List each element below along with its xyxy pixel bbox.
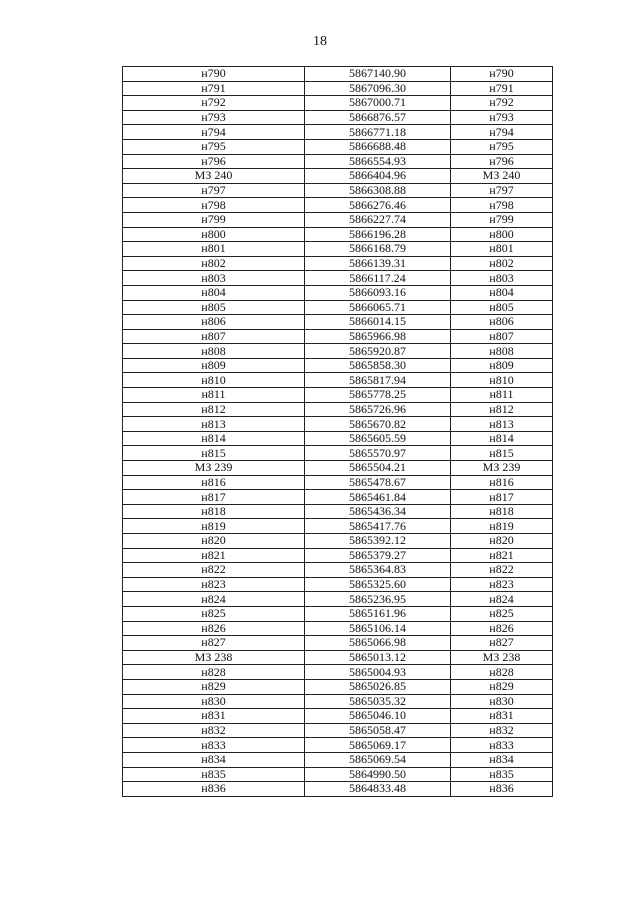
point-label-cell: н830 bbox=[451, 694, 553, 709]
coordinate-value-cell: 5867140.90 bbox=[305, 67, 451, 82]
coordinate-value-cell: 5866308.88 bbox=[305, 183, 451, 198]
point-label-cell: н808 bbox=[123, 344, 305, 359]
coordinate-value-cell: 5866168.79 bbox=[305, 242, 451, 257]
point-label-cell: н816 bbox=[123, 475, 305, 490]
point-label-cell: н820 bbox=[123, 534, 305, 549]
table-row bbox=[123, 402, 553, 417]
point-label-cell: н814 bbox=[123, 431, 305, 446]
point-label-cell: МЗ 240 bbox=[123, 169, 305, 184]
point-label-cell: н828 bbox=[123, 665, 305, 680]
point-label-cell: н833 bbox=[451, 738, 553, 753]
coordinate-value-cell: 5865069.54 bbox=[305, 752, 451, 767]
point-label-cell: н823 bbox=[123, 577, 305, 592]
coordinate-value-cell: 5866554.93 bbox=[305, 154, 451, 169]
point-label-cell: н835 bbox=[451, 767, 553, 782]
coordinate-value-cell: 5866404.96 bbox=[305, 169, 451, 184]
coordinate-value-cell: 5865236.95 bbox=[305, 592, 451, 607]
point-label-cell: н792 bbox=[451, 96, 553, 111]
coordinate-value-cell: 5866227.74 bbox=[305, 212, 451, 227]
point-label-cell: н813 bbox=[123, 417, 305, 432]
point-label-cell: н812 bbox=[451, 402, 553, 417]
table-row bbox=[123, 300, 553, 315]
point-label-cell: н804 bbox=[451, 285, 553, 300]
point-label-cell: н799 bbox=[123, 212, 305, 227]
table-row bbox=[123, 431, 553, 446]
coordinate-value-cell: 5866276.46 bbox=[305, 198, 451, 213]
table-row bbox=[123, 548, 553, 563]
point-label-cell: н798 bbox=[123, 198, 305, 213]
point-label-cell: н836 bbox=[123, 782, 305, 797]
point-label-cell: н790 bbox=[451, 67, 553, 82]
point-label-cell: н790 bbox=[123, 67, 305, 82]
table-row bbox=[123, 606, 553, 621]
point-label-cell: н827 bbox=[451, 636, 553, 651]
table-row bbox=[123, 650, 553, 665]
coordinate-value-cell: 5866196.28 bbox=[305, 227, 451, 242]
point-label-cell: н816 bbox=[451, 475, 553, 490]
page-number: 18 bbox=[313, 34, 327, 49]
point-label-cell: н804 bbox=[123, 285, 305, 300]
table-row bbox=[123, 709, 553, 724]
point-label-cell: н797 bbox=[451, 183, 553, 198]
coordinate-value-cell: 5865035.32 bbox=[305, 694, 451, 709]
point-label-cell: н829 bbox=[451, 679, 553, 694]
coordinate-value-cell: 5866771.18 bbox=[305, 125, 451, 140]
table-row bbox=[123, 752, 553, 767]
table-row bbox=[123, 67, 553, 82]
table-row bbox=[123, 782, 553, 797]
point-label-cell: н798 bbox=[451, 198, 553, 213]
point-label-cell: н802 bbox=[451, 256, 553, 271]
point-label-cell: н831 bbox=[123, 709, 305, 724]
table-row bbox=[123, 242, 553, 257]
point-label-cell: н800 bbox=[451, 227, 553, 242]
table-row bbox=[123, 329, 553, 344]
point-label-cell: МЗ 239 bbox=[451, 461, 553, 476]
point-label-cell: н799 bbox=[451, 212, 553, 227]
point-label-cell: н814 bbox=[451, 431, 553, 446]
point-label-cell: н809 bbox=[451, 358, 553, 373]
coordinate-value-cell: 5865436.34 bbox=[305, 504, 451, 519]
point-label-cell: н793 bbox=[451, 110, 553, 125]
coordinate-value-cell: 5865106.14 bbox=[305, 621, 451, 636]
point-label-cell: н794 bbox=[451, 125, 553, 140]
table-row bbox=[123, 125, 553, 140]
point-label-cell: н792 bbox=[123, 96, 305, 111]
table-row bbox=[123, 665, 553, 680]
table-row bbox=[123, 388, 553, 403]
table-row bbox=[123, 344, 553, 359]
table-row bbox=[123, 519, 553, 534]
coordinate-value-cell: 5865379.27 bbox=[305, 548, 451, 563]
coordinate-value-cell: 5865778.25 bbox=[305, 388, 451, 403]
point-label-cell: н801 bbox=[451, 242, 553, 257]
coordinate-value-cell: 5866688.48 bbox=[305, 139, 451, 154]
coordinate-value-cell: 5865858.30 bbox=[305, 358, 451, 373]
point-label-cell: н805 bbox=[123, 300, 305, 315]
table-row bbox=[123, 723, 553, 738]
point-label-cell: н810 bbox=[451, 373, 553, 388]
point-label-cell: н805 bbox=[451, 300, 553, 315]
coordinate-value-cell: 5865004.93 bbox=[305, 665, 451, 680]
point-label-cell: н822 bbox=[451, 563, 553, 578]
table-row bbox=[123, 563, 553, 578]
point-label-cell: н795 bbox=[123, 139, 305, 154]
point-label-cell: н818 bbox=[123, 504, 305, 519]
table-row bbox=[123, 636, 553, 651]
point-label-cell: н803 bbox=[123, 271, 305, 286]
point-label-cell: МЗ 238 bbox=[123, 650, 305, 665]
table-row bbox=[123, 621, 553, 636]
point-label-cell: н829 bbox=[123, 679, 305, 694]
point-label-cell: н807 bbox=[451, 329, 553, 344]
point-label-cell: н823 bbox=[451, 577, 553, 592]
coordinate-value-cell: 5865013.12 bbox=[305, 650, 451, 665]
point-label-cell: н825 bbox=[123, 606, 305, 621]
point-label-cell: н827 bbox=[123, 636, 305, 651]
point-label-cell: н835 bbox=[123, 767, 305, 782]
coordinate-value-cell: 5865605.59 bbox=[305, 431, 451, 446]
coordinate-value-cell: 5865504.21 bbox=[305, 461, 451, 476]
point-label-cell: н806 bbox=[451, 315, 553, 330]
point-label-cell: н820 bbox=[451, 534, 553, 549]
point-label-cell: н826 bbox=[123, 621, 305, 636]
point-label-cell: н817 bbox=[123, 490, 305, 505]
point-label-cell: н796 bbox=[451, 154, 553, 169]
table-row bbox=[123, 183, 553, 198]
point-label-cell: н800 bbox=[123, 227, 305, 242]
table-row bbox=[123, 446, 553, 461]
point-label-cell: н831 bbox=[451, 709, 553, 724]
point-label-cell: МЗ 239 bbox=[123, 461, 305, 476]
table-row bbox=[123, 417, 553, 432]
table-row bbox=[123, 227, 553, 242]
point-label-cell: н811 bbox=[451, 388, 553, 403]
point-label-cell: н791 bbox=[451, 81, 553, 96]
table-row bbox=[123, 461, 553, 476]
point-label-cell: н794 bbox=[123, 125, 305, 140]
point-label-cell: н819 bbox=[451, 519, 553, 534]
coordinate-value-cell: 5865058.47 bbox=[305, 723, 451, 738]
table-row bbox=[123, 373, 553, 388]
point-label-cell: н833 bbox=[123, 738, 305, 753]
point-label-cell: н824 bbox=[123, 592, 305, 607]
table-row bbox=[123, 198, 553, 213]
point-label-cell: н802 bbox=[123, 256, 305, 271]
point-label-cell: н812 bbox=[123, 402, 305, 417]
coordinate-value-cell: 5865726.96 bbox=[305, 402, 451, 417]
point-label-cell: МЗ 240 bbox=[451, 169, 553, 184]
coordinate-value-cell: 5865069.17 bbox=[305, 738, 451, 753]
coordinate-value-cell: 5865417.76 bbox=[305, 519, 451, 534]
point-label-cell: н819 bbox=[123, 519, 305, 534]
point-label-cell: н824 bbox=[451, 592, 553, 607]
table-row bbox=[123, 212, 553, 227]
point-label-cell: н796 bbox=[123, 154, 305, 169]
point-label-cell: н809 bbox=[123, 358, 305, 373]
point-label-cell: МЗ 238 bbox=[451, 650, 553, 665]
point-label-cell: н821 bbox=[123, 548, 305, 563]
table-row bbox=[123, 358, 553, 373]
table-row bbox=[123, 110, 553, 125]
coordinate-value-cell: 5866014.15 bbox=[305, 315, 451, 330]
point-label-cell: н791 bbox=[123, 81, 305, 96]
coordinate-value-cell: 5866139.31 bbox=[305, 256, 451, 271]
table-row bbox=[123, 154, 553, 169]
coordinate-value-cell: 5865966.98 bbox=[305, 329, 451, 344]
coordinate-value-cell: 5865670.82 bbox=[305, 417, 451, 432]
point-label-cell: н828 bbox=[451, 665, 553, 680]
table-row bbox=[123, 694, 553, 709]
table-row bbox=[123, 475, 553, 490]
coordinate-value-cell: 5866093.16 bbox=[305, 285, 451, 300]
coordinate-value-cell: 5865392.12 bbox=[305, 534, 451, 549]
point-label-cell: н801 bbox=[123, 242, 305, 257]
coordinate-value-cell: 5864990.50 bbox=[305, 767, 451, 782]
table-row bbox=[123, 534, 553, 549]
point-label-cell: н797 bbox=[123, 183, 305, 198]
table-row bbox=[123, 256, 553, 271]
table-row bbox=[123, 767, 553, 782]
point-label-cell: н834 bbox=[123, 752, 305, 767]
point-label-cell: н806 bbox=[123, 315, 305, 330]
point-label-cell: н810 bbox=[123, 373, 305, 388]
table-row bbox=[123, 285, 553, 300]
table-row bbox=[123, 315, 553, 330]
coordinate-value-cell: 5865478.67 bbox=[305, 475, 451, 490]
coordinate-value-cell: 5867000.71 bbox=[305, 96, 451, 111]
coordinate-value-cell: 5865570.97 bbox=[305, 446, 451, 461]
coordinate-value-cell: 5867096.30 bbox=[305, 81, 451, 96]
point-label-cell: н795 bbox=[451, 139, 553, 154]
coordinate-value-cell: 5865461.84 bbox=[305, 490, 451, 505]
table-row bbox=[123, 490, 553, 505]
point-label-cell: н808 bbox=[451, 344, 553, 359]
point-label-cell: н811 bbox=[123, 388, 305, 403]
point-label-cell: н825 bbox=[451, 606, 553, 621]
point-label-cell: н830 bbox=[123, 694, 305, 709]
point-label-cell: н818 bbox=[451, 504, 553, 519]
point-label-cell: н807 bbox=[123, 329, 305, 344]
point-label-cell: н793 bbox=[123, 110, 305, 125]
point-label-cell: н826 bbox=[451, 621, 553, 636]
coordinates-table bbox=[122, 66, 553, 797]
coordinate-value-cell: 5865066.98 bbox=[305, 636, 451, 651]
point-label-cell: н832 bbox=[123, 723, 305, 738]
table-row bbox=[123, 139, 553, 154]
point-label-cell: н822 bbox=[123, 563, 305, 578]
coordinate-value-cell: 5865920.87 bbox=[305, 344, 451, 359]
coordinate-value-cell: 5866876.57 bbox=[305, 110, 451, 125]
coordinate-value-cell: 5865026.85 bbox=[305, 679, 451, 694]
table-row bbox=[123, 592, 553, 607]
table-row bbox=[123, 271, 553, 286]
table-row bbox=[123, 679, 553, 694]
coordinate-value-cell: 5866117.24 bbox=[305, 271, 451, 286]
coordinate-value-cell: 5865325.60 bbox=[305, 577, 451, 592]
coordinate-value-cell: 5865046.10 bbox=[305, 709, 451, 724]
coordinate-value-cell: 5865161.96 bbox=[305, 606, 451, 621]
coordinate-value-cell: 5865817.94 bbox=[305, 373, 451, 388]
table-row bbox=[123, 96, 553, 111]
point-label-cell: н836 bbox=[451, 782, 553, 797]
coordinate-value-cell: 5866065.71 bbox=[305, 300, 451, 315]
coordinate-value-cell: 5864833.48 bbox=[305, 782, 451, 797]
table-row bbox=[123, 81, 553, 96]
table-row bbox=[123, 169, 553, 184]
point-label-cell: н832 bbox=[451, 723, 553, 738]
coordinate-value-cell: 5865364.83 bbox=[305, 563, 451, 578]
table-row bbox=[123, 577, 553, 592]
point-label-cell: н817 bbox=[451, 490, 553, 505]
point-label-cell: н813 bbox=[451, 417, 553, 432]
coordinates-table-body bbox=[123, 67, 553, 797]
point-label-cell: н815 bbox=[123, 446, 305, 461]
point-label-cell: н815 bbox=[451, 446, 553, 461]
point-label-cell: н803 bbox=[451, 271, 553, 286]
point-label-cell: н821 bbox=[451, 548, 553, 563]
point-label-cell: н834 bbox=[451, 752, 553, 767]
table-row bbox=[123, 504, 553, 519]
table-row bbox=[123, 738, 553, 753]
